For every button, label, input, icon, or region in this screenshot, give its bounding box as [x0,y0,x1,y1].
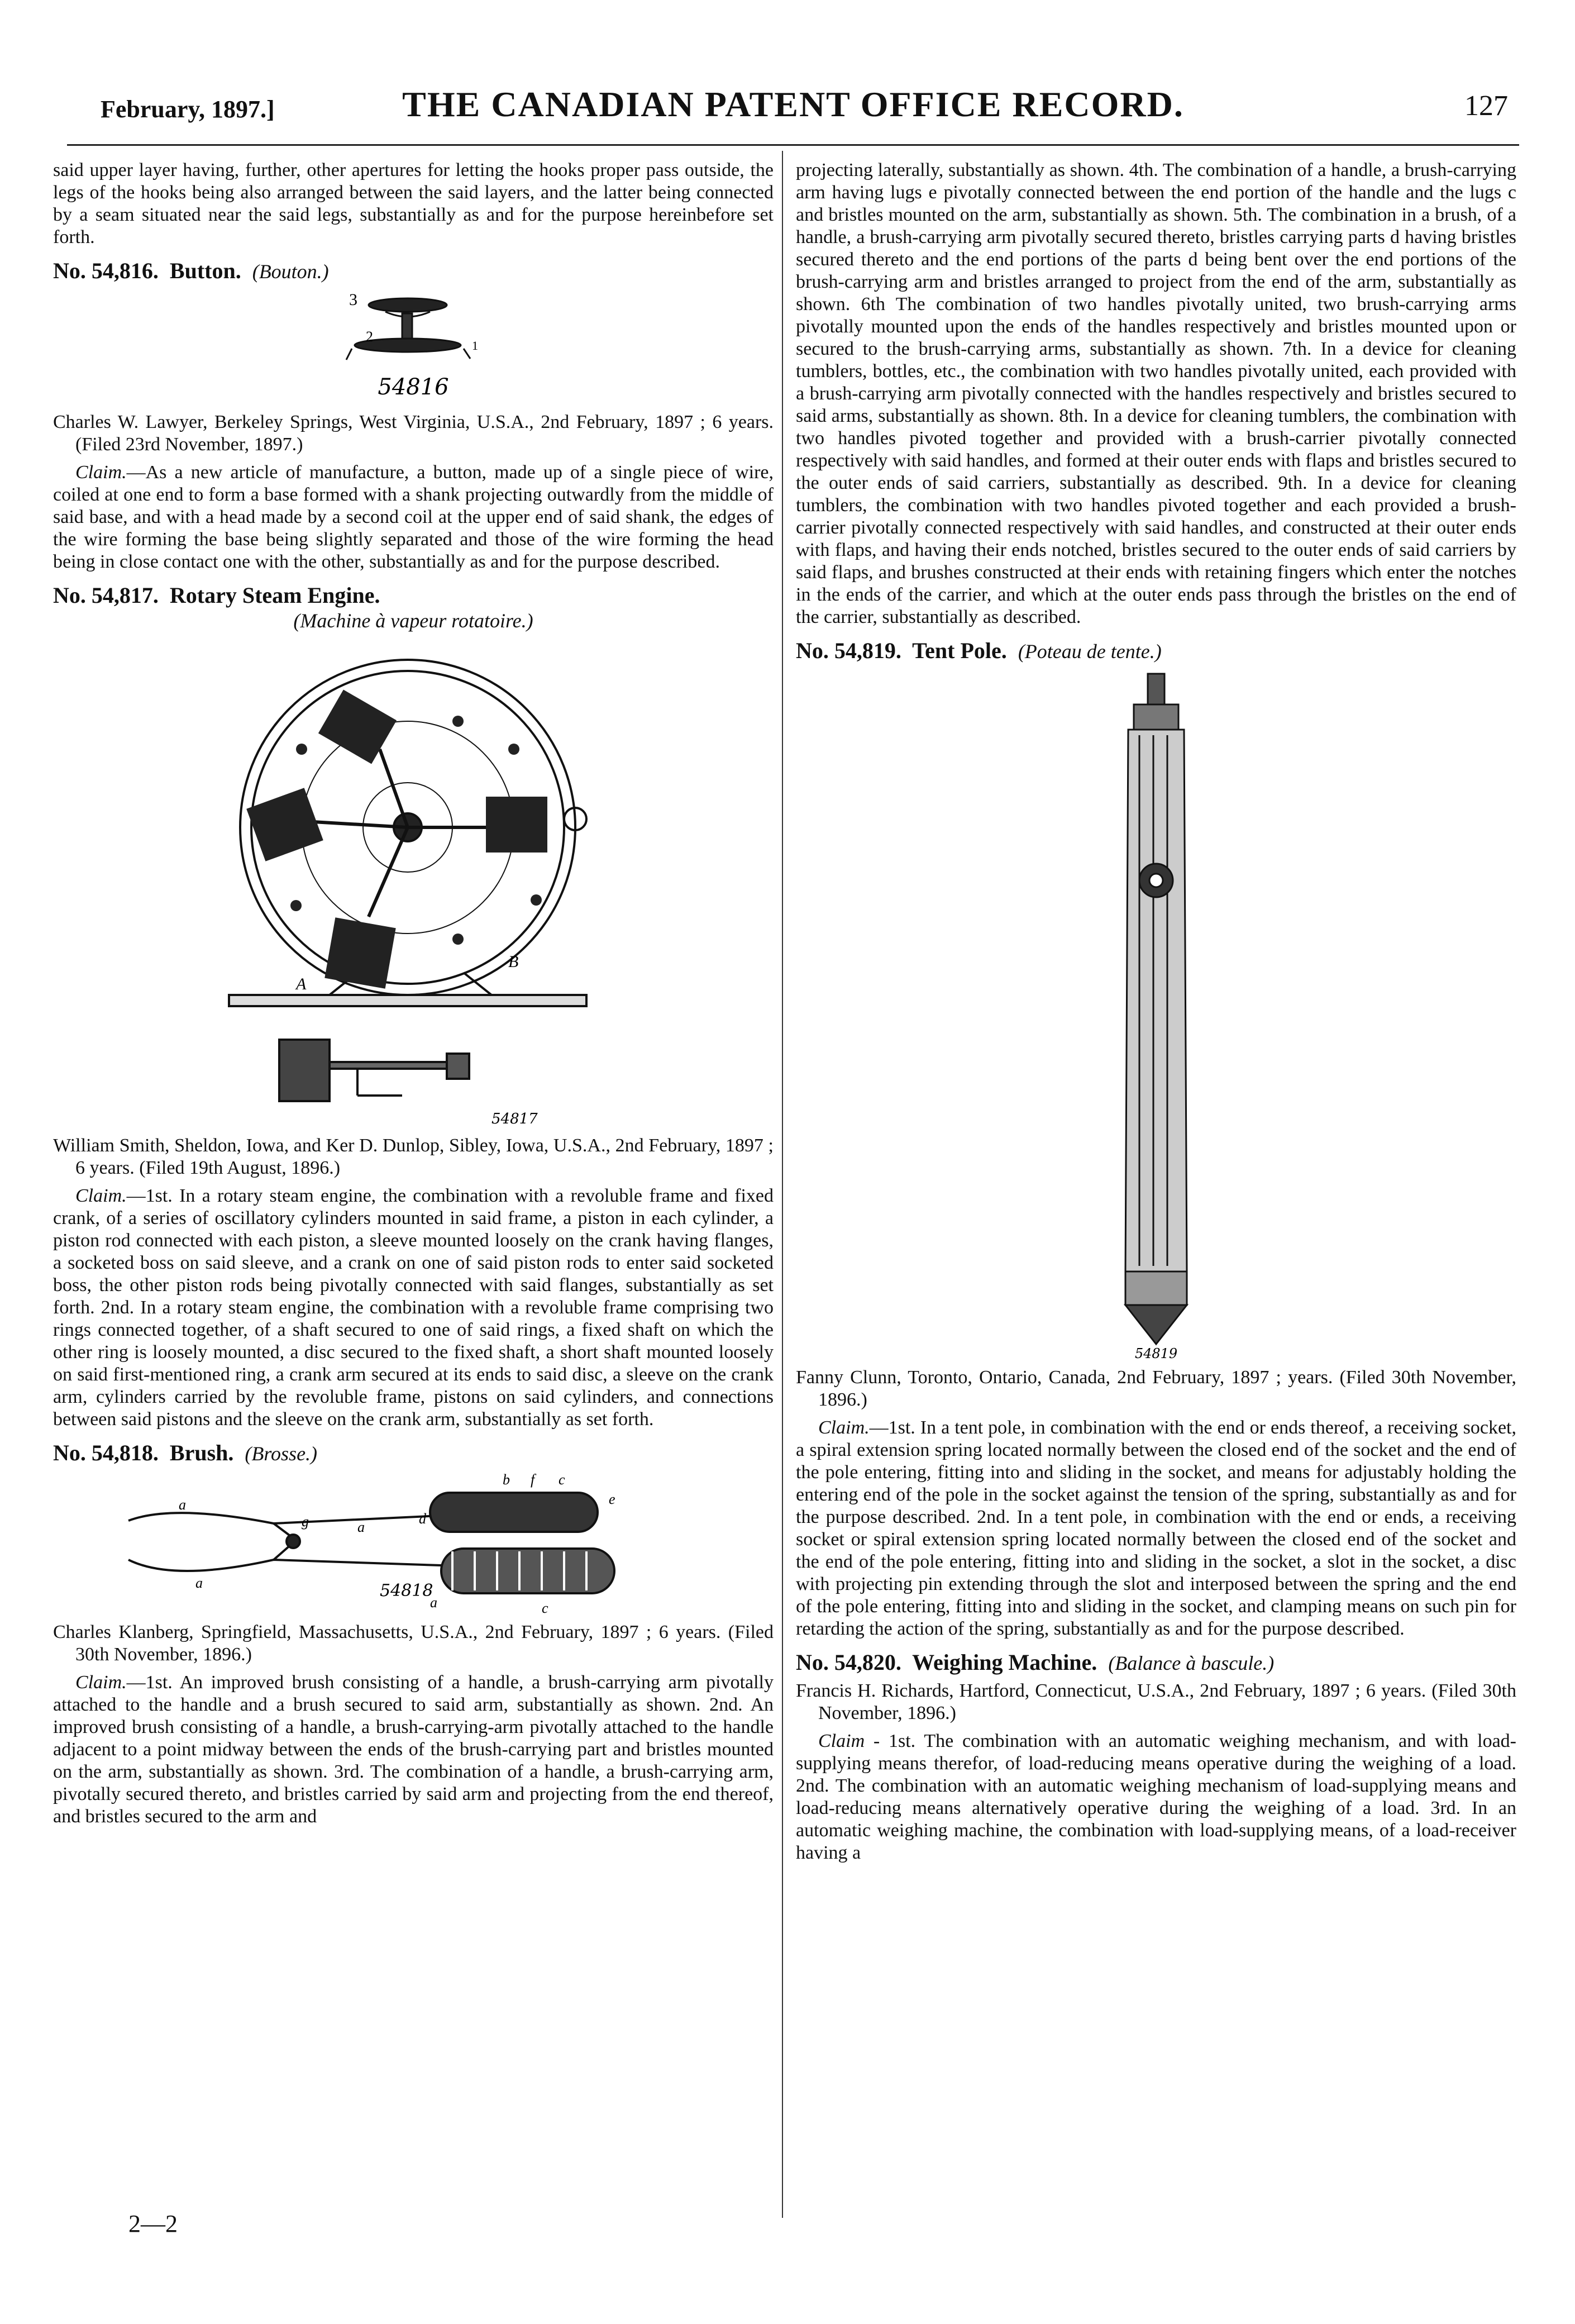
fig-letter: B [508,953,519,971]
brush-figure [117,1470,709,1616]
patent-inventor-54818: Charles Klanberg, Springfield, Massachusetts, U.S.A., 2nd February, 1897 ; 6 years. (Filed 30th November, 1896.) [53,1622,774,1665]
patent-inventor-54819: Fanny Clunn, Toronto, Ontario, Canada, 2nd February, 1897 ; years. (Filed 30th November, 1896.) [796,1367,1516,1410]
continuation-text: projecting laterally, substantially as shown. 4th. The combination of a handle, a brush-carrying arm having lugs e pivotally connected between the end portion of the handle and the lugs c and bristles mounted on the arm, substantially as shown. 5th. The combination in a brush, of a handle, a brush-carrying arm pivotally secured thereto, bristles carrying parts d having bristles secured thereto and the end portions of the parts d being bent over the end portions of the brush-carrying arm and bristles arranged to project from the end of the arm, substantially as shown. 6th The combination of two handles pivotally united, two brush-carrying arms pivotally mounted upon the ends of the handles respectively and bristles mounted upon or secured to the brush-carrying arms, substantially as shown. 7th. In a device for cleaning tumblers, bottles, etc., the combination with two handles pivotally united, each provided with a brush-carrying arm pivotally connected with the handles respectively and bristles secured to said arms, substantially as shown. 8th. In a device for cleaning tumblers, the combination with two handles pivoted together and provided with a brush-carrier pivotally connected respectively with said handles, and formed at their outer ends with flaps and bristles secured to the outer ends of said carriers, substantially as described. 9th. In a device for cleaning tumblers, the combination with two handles pivoted together and each provided a brush-carrier pivotally connected respectively with said handles, and constructed at their outer ends with flaps, and having their ends notched, bristles secured to the outer ends of said carriers by said flaps, and brushes constructed at their ends with retaining fingers which enter the notches in the ends of the carrier, and which at the outer ends pass through the bristles on the end of the carrier, substantially as described. [796,160,1516,627]
fig-letter: 3 [349,290,357,309]
figure-number: 54819 [1134,1346,1178,1361]
fig-letter: f [531,1471,535,1488]
header-rule [67,144,1519,146]
figure-number: 54817 [491,1111,538,1127]
patent-inventor-54820: Francis H. Richards, Hartford, Connecticut, U.S.A., 2nd February, 1897 ; 6 years. (Filed 30th November, 1896.) [796,1680,1516,1723]
patent-heading-54818: No. 54,818. Brush. (Brosse.) [53,1440,318,1465]
patent-claim-54818: Claim.—1st. An improved brush consisting of a handle, a brush-carrying arm pivotally attached to the handle and a brush secured to said arm, substantially as shown. 2nd. An improved brush consisting of a handle, a brush-carrying-arm pivotally attached to the handle adjacent to a point midway between the ends of the brush-carrying part and bristles mounted on the arm, substantially as shown. 3rd. The combination of a handle, a brush-carrying arm, pivotally secured thereto, and bristles carried by said arm and projecting from the end thereof, and bristles secured to the arm and [53,1672,774,1827]
patent-claim-54816: Claim.—As a new article of manufacture, a button, made up of a single piece of wire, coiled at one end to form a base formed with a shank projecting outwardly from the middle of said base, and with a head made by a second coil at the upper end of said shank, the edges of the wire forming the base being slightly separated and those of the wire forming the head being in close contact one with the other, substantially as and for the purpose described. [53,462,774,572]
patent-inventor-54816: Charles W. Lawyer, Berkeley Springs, West Virginia, U.S.A., 2nd February, 1897 ; 6 years. (Filed 23rd November, 1897.) [53,412,774,455]
patent-heading-54819: No. 54,819. Tent Pole. (Poteau de tente.) [796,638,1162,663]
patent-claim-54820: Claim - 1st. The combination with an automatic weighing mechanism, and with load-supplying means therefor, of load-reducing means operative during the weighing of a load. 2nd. The combination with an automatic weighing mechanism of load-supplying means and load-reducing means alternatively operative during the weighing of a load. 3rd. In an automatic weighing machine, the combination with load-supplying means, of a load-receiver having a [796,1731,1516,1863]
patent-heading-54816: No. 54,816. Button. (Bouton.) [53,258,329,283]
signature-mark: 2—2 [128,2210,178,2237]
left-column [53,159,774,1834]
fig-letter: 1 [472,339,478,353]
fig-letter: g [302,1513,309,1530]
right-column [796,159,1516,1870]
patent-claim-54817: Claim.—1st. In a rotary steam engine, the combination with a revoluble frame and fixed crank, of a series of oscillatory cylinders mounted in said frame, a piston in each cylinder, a piston rod connected with each piston, a sleeve mounted loosely on the crank having flanges, a socketed boss on said sleeve, and a crank on one of said piston rods to enter said socketed boss, the other piston rods being pivotally connected with said flanges, substantially as set forth. 2nd. In a rotary steam engine, the combination with a revoluble frame comprising two rings connected together, of a shaft secured to one of said rings, a fixed shaft on which the other ring is loosely mounted, a disc secured to the fixed shaft, a short shaft mounted loosely on said first-mentioned ring, a crank arm secured at its ends to said disc, a sleeve on the crank arm, cylinders carried by the revoluble frame, pistons on said cylinders, and connections between said pistons and the sleeve on the crank arm, substantially as set forth. [53,1185,774,1430]
fig-letter: d [419,1511,426,1527]
patent-heading-54820: No. 54,820. Weighing Machine. (Balance à bascule.) [796,1650,1275,1675]
button-figure [324,288,503,406]
page-number: 127 [1464,90,1508,122]
tent-pole-figure [1072,668,1240,1361]
rotary-engine-figure [201,637,626,1129]
patent-heading-54817: No. 54,817. Rotary Steam Engine. [53,583,380,608]
issue-date: February, 1897.] [101,96,275,123]
fig-letter: b [503,1471,510,1488]
fig-letter: a [179,1497,186,1513]
fig-letter: a [357,1519,365,1535]
continuation-text: said upper layer having, further, other apertures for letting the hooks proper pass outside, the legs of the hooks being also arranged between the said layers, and the latter being connected by a seam situated near the said legs, substantially as and for the purpose hereinbefore set forth. [53,160,774,247]
column-divider [782,151,783,2218]
fig-letter: a [430,1594,437,1611]
fig-letter: A [296,975,307,993]
patent-claim-54819: Claim.—1st. In a tent pole, in combination with the end or ends thereof, a receiving socket, a spiral extension spring located normally between the closed end of the socket and the end of the pole entering, fitting into and sliding in the socket, and means for adjustably holding the entering end of the pole in the socket against the tension of the spring, substantially as and for the purpose described. 2nd. In a tent pole, in combination with the end or ends, a receiving socket or spiral extension spring located normally between the closed end of the socket and the end of the pole entering, fitting into and sliding in the socket, a slot in the socket, a disc with projecting pin extending through the slot and interposed between the spring and the end of the pole entering, fitting into and sliding in the socket, and clamping means on such pin for retarding the action of the spring, substantially as and for the purpose described. [796,1417,1516,1639]
figure-number: 54818 [380,1581,433,1601]
patent-inventor-54817: William Smith, Sheldon, Iowa, and Ker D. Dunlop, Sibley, Iowa, U.S.A., 2nd February, 1897 ; 6 years. (Filed 19th August, 1896.) [53,1135,774,1178]
page-header [67,84,1519,134]
fig-letter: 2 [366,328,373,345]
figure-number: 54816 [378,374,449,400]
fig-letter: e [609,1491,615,1507]
patent-translation-54817: (Machine à vapeur rotatoire.) [293,609,533,632]
fig-letter: a [195,1575,203,1591]
publication-title: THE CANADIAN PATENT OFFICE RECORD. [402,84,1184,124]
fig-letter: c [559,1471,565,1488]
fig-letter: c [542,1600,548,1616]
